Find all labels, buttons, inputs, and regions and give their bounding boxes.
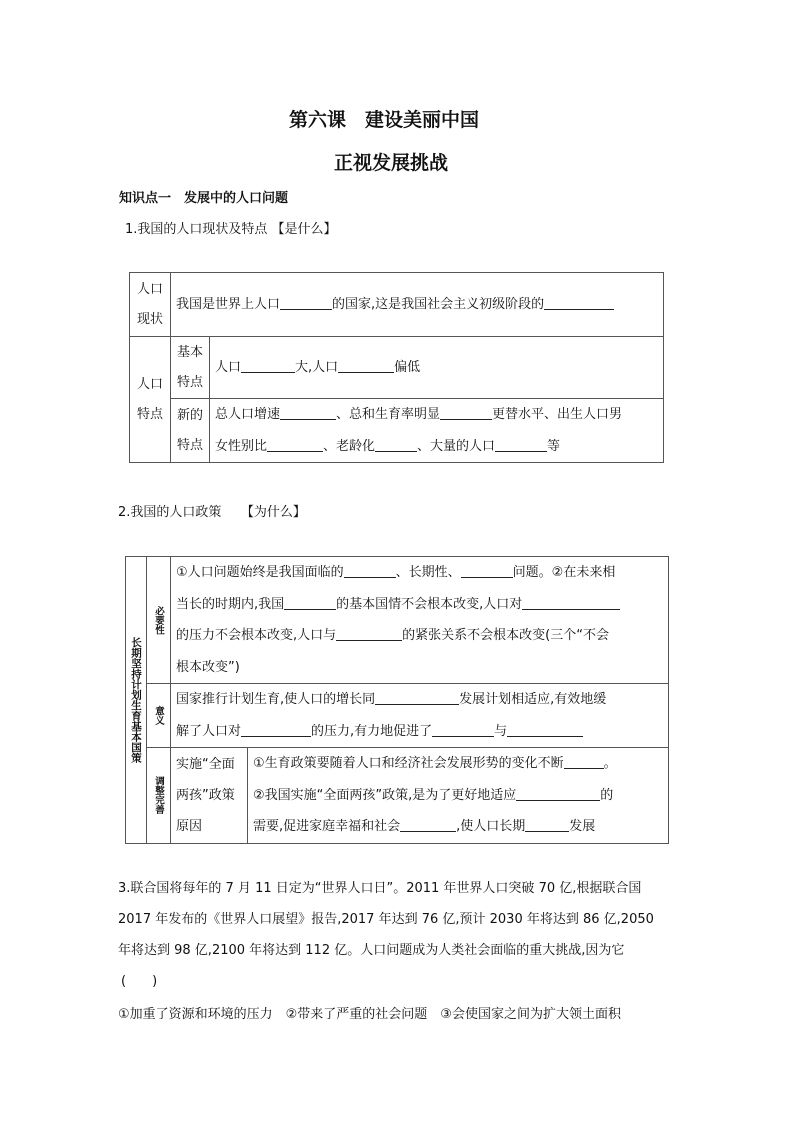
fill-blank — [522, 596, 620, 610]
question-3-options: ①加重了资源和环境的压力 ②带来了严重的社会问题 ③会使国家之间为扩大领土面积 — [118, 1007, 621, 1022]
fill-blank — [400, 818, 456, 832]
population-status-table — [129, 272, 664, 463]
fill-blank — [516, 787, 600, 801]
question-3-line: 年将达到 98 亿,2100 年将达到 112 亿。人口问题成为人类社会面临的重大挑战,因为它 — [118, 943, 625, 958]
fill-blank — [440, 406, 492, 420]
fill-blank — [461, 564, 513, 578]
fill-blank — [525, 818, 569, 832]
question-2-heading: 2.我国的人口政策 【为什么】 — [118, 505, 306, 520]
features-label-cell: 人口特点 — [130, 337, 171, 463]
fill-blank — [432, 723, 494, 737]
fill-blank — [280, 296, 332, 310]
fill-blank — [284, 596, 336, 610]
fill-blank — [267, 438, 323, 452]
page-subtitle: 正视发展挑战 — [334, 152, 449, 174]
fill-blank — [375, 438, 417, 452]
fill-blank — [338, 359, 394, 373]
necessity-label: 必要性 — [147, 557, 171, 684]
status-content-cell: 我国是世界上人口 的国家,这是我国社会主义初级阶段的 — [171, 273, 664, 337]
basic-features-content: 人口 大,人口 偏低 — [210, 337, 664, 399]
new-features-label: 新的特点 — [171, 399, 210, 463]
fill-blank — [336, 627, 402, 641]
fill-blank — [241, 723, 311, 737]
adjustment-label: 调整完善 — [147, 748, 171, 844]
significance-label: 意义 — [147, 684, 171, 748]
question-3-line: 3.联合国将每年的 7 月 11 日定为“世界人口日”。2011 年世界人口突破 70 亿,根据联合国 — [118, 881, 642, 896]
fill-blank — [564, 755, 604, 769]
significance-content: 国家推行计划生育,使人口的增长同 发展计划相适应,有效地缓 解了人口对 的压力,有力地促进了 与 — [171, 684, 669, 748]
necessity-content: ①人口问题始终是我国面临的 、长期性、 问题。②在未来相 当长的时期内,我国 的基本国情不会根本改变,人口对 的压力不会根本改变,人口与 的紧张关系不会根本改变(三个“不会 根本改变”) — [171, 557, 669, 684]
adjustment-sub-label: 实施“全面两孩”政策原因 — [171, 748, 248, 844]
basic-features-label: 基本特点 — [171, 337, 210, 399]
adjustment-content: ①生育政策要随着人口和经济社会发展形势的变化不断 。 ②我国实施“全面两孩”政策,是为了更好地适应 的 需要,促进家庭幸福和社会 ,使人口长期 发展 — [248, 748, 669, 844]
fill-blank — [495, 438, 547, 452]
fill-blank — [241, 359, 295, 373]
answer-parentheses: ( ) — [121, 974, 158, 989]
policy-outer-label: 长期坚持计划生育基本国策 — [126, 557, 147, 844]
population-policy-table — [125, 556, 669, 844]
new-features-content: 总人口增速 、总和生育率明显 更替水平、出生人口男 女性别比 、老龄化 、大量的人口 等 — [210, 399, 664, 463]
page-title: 第六课 建设美丽中国 — [289, 109, 480, 131]
question-3-line: 2017 年发布的《世界人口展望》报告,2017 年达到 76 亿,预计 2030 年将达到 86 亿,2050 — [118, 912, 654, 927]
fill-blank — [344, 564, 396, 578]
question-1-heading: 1.我国的人口现状及特点 【是什么】 — [125, 222, 337, 237]
fill-blank — [544, 296, 614, 310]
status-label-cell: 人口现状 — [130, 273, 171, 337]
fill-blank — [280, 406, 336, 420]
section-heading: 知识点一 发展中的人口问题 — [119, 191, 289, 206]
fill-blank — [375, 691, 459, 705]
fill-blank — [507, 723, 583, 737]
